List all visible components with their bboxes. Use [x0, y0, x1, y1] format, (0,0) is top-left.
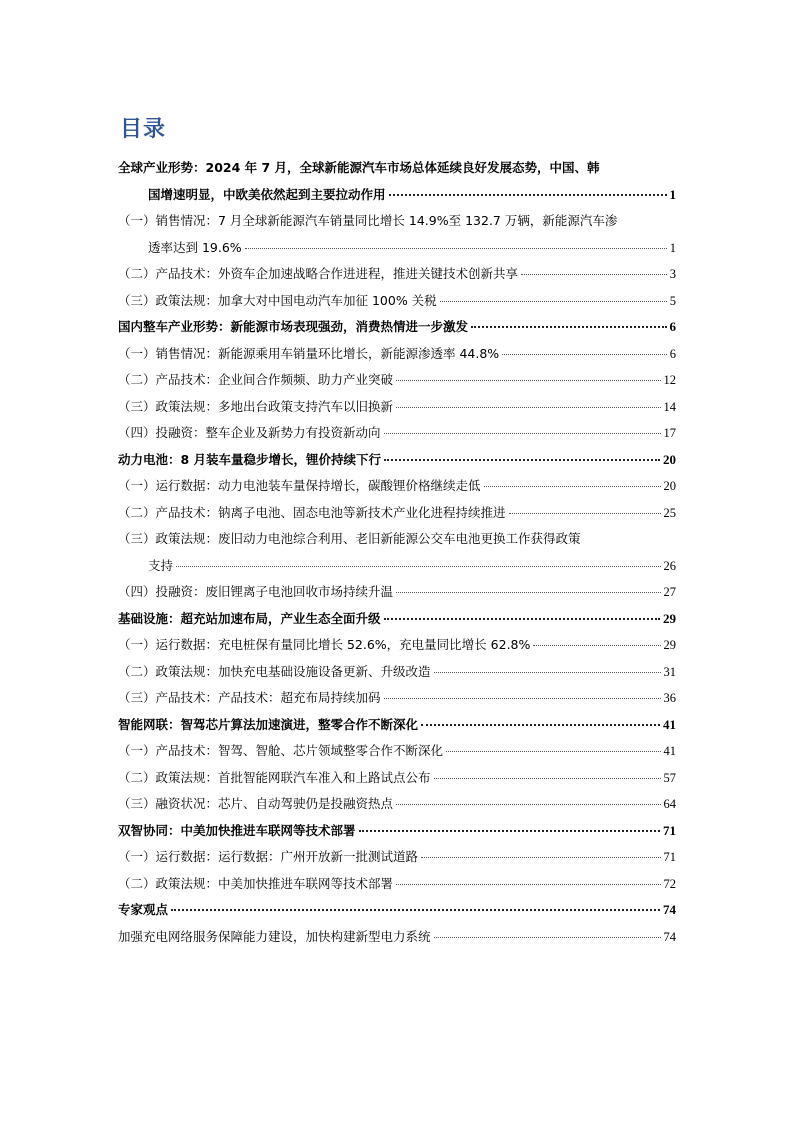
toc-entry-first-line: （三）政策法规：废旧动力电池综合利用、老旧新能源公交车电池更换工作获得政策: [118, 531, 581, 546]
toc-entry[interactable]: [118, 314, 676, 341]
toc-entry-label: （三）产品技术：产品技术：超充布局持续加码: [118, 690, 381, 705]
toc-page-number: 14: [663, 399, 676, 414]
dot-leader: [389, 193, 667, 196]
toc-entry-label: 智能网联：智驾芯片算法加速演进，整零合作不断深化: [118, 716, 419, 732]
dot-leader: [440, 300, 667, 302]
dot-leader: [484, 485, 661, 487]
toc-entry-label: 动力电池：8 月装车量稳步增长，锂价持续下行: [118, 451, 382, 467]
dot-leader: [434, 671, 661, 673]
toc-entry-label: （一）运行数据：运行数据：广州开放新一批测试道路: [118, 849, 419, 864]
toc-entry-label: （四）投融资：整车企业及新势力有投资新动向: [118, 425, 381, 440]
toc-page-number: 26: [663, 558, 676, 573]
dot-leader: [396, 591, 660, 593]
toc-page-number: 20: [663, 451, 676, 467]
dot-leader: [396, 883, 660, 885]
toc-entry[interactable]: [118, 473, 676, 500]
toc-page-number: 72: [663, 876, 676, 891]
toc-entry-label: 双智协同：中美加快推进车联网等技术部署: [118, 822, 356, 838]
dot-leader: [533, 644, 660, 646]
toc-page-number: 36: [663, 691, 676, 705]
toc-page-number: 6: [669, 346, 676, 361]
toc-entry-label: （二）政策法规：首批智能网联汽车准入和上路试点公布: [118, 769, 431, 785]
toc-page-number: 57: [663, 770, 676, 785]
toc-entry[interactable]: [118, 420, 676, 447]
dot-leader: [509, 512, 661, 514]
toc-page-number: 31: [663, 664, 676, 679]
dot-leader: [384, 617, 660, 620]
toc-entry[interactable]: [118, 632, 676, 659]
dot-leader: [359, 829, 660, 832]
toc-entry[interactable]: [118, 791, 676, 818]
toc-entry-label: （三）政策法规：多地出台政策支持汽车以旧换新: [118, 398, 394, 414]
toc-page-number: 74: [663, 929, 676, 944]
toc-entry[interactable]: [118, 261, 676, 288]
toc-entry[interactable]: [118, 844, 676, 871]
toc-entry-first-line: 全球产业形势：2024 年 7 月，全球新能源汽车市场总体延续良好发展态势，中国、韩: [118, 160, 600, 175]
toc-entry[interactable]: [118, 341, 676, 368]
dot-leader: [245, 247, 667, 249]
toc-entry[interactable]: [118, 685, 676, 712]
dot-leader: [421, 723, 660, 726]
toc-page-number: 3: [669, 267, 676, 281]
dot-leader: [384, 432, 661, 434]
toc-entry-label: 支持: [148, 557, 174, 573]
dot-leader: [384, 697, 661, 699]
toc-entry[interactable]: [118, 367, 676, 394]
toc-page-number: 71: [663, 822, 676, 838]
toc-page-number: 20: [663, 479, 676, 493]
toc-entry-label: （一）运行数据：动力电池装车量保持增长，碳酸锂价格继续走低: [118, 478, 481, 493]
toc-page-number: 29: [663, 638, 676, 652]
toc-entry[interactable]: [118, 659, 676, 686]
toc-entry-label: （二）政策法规：中美加快推进车联网等技术部署: [118, 875, 394, 891]
toc-entry[interactable]: [118, 394, 676, 421]
page-title: 目录: [120, 117, 167, 142]
toc-entry[interactable]: [118, 182, 676, 209]
toc-page-number: 64: [663, 797, 676, 811]
toc-entry-label: 基础设施：超充站加速布局，产业生态全面升级: [118, 610, 381, 626]
toc-entry-label: 专家观点: [118, 902, 169, 917]
toc-entry-label: （四）投融资：废旧锂离子电池回收市场持续升温: [118, 584, 394, 599]
toc-entry[interactable]: [118, 447, 676, 474]
toc-entry-label: 加强充电网络服务保障能力建设，加快构建新型电力系统: [118, 928, 431, 944]
toc-entry-label: （二）政策法规：加快充电基础设施设备更新、升级改造: [118, 663, 431, 679]
toc-entry-label: （二）产品技术：企业间合作频频、助力产业突破: [118, 372, 394, 387]
toc-entry[interactable]: [118, 235, 676, 262]
toc-entry-label: （三）融资状况：芯片、自动驾驶仍是投融资热点: [118, 796, 394, 811]
toc-entry[interactable]: [118, 897, 676, 924]
dot-leader: [176, 565, 660, 567]
toc-entry-label: 透率达到 19.6%: [148, 239, 242, 255]
dot-leader: [384, 458, 660, 461]
toc-entry[interactable]: [118, 871, 676, 898]
toc-entry-label: （二）产品技术：钠离子电池、固态电池等新技术产业化进程持续推进: [118, 504, 506, 520]
dot-leader: [396, 803, 660, 805]
toc-entry[interactable]: [118, 818, 676, 845]
dot-leader: [171, 908, 660, 911]
toc-entry-label: （三）政策法规：加拿大对中国电动汽车加征 100% 关税: [118, 292, 437, 308]
toc-entry-label: （一）产品技术：智驾、智舱、芯片领域整零合作不断深化: [118, 743, 444, 758]
toc-entry[interactable]: [118, 738, 676, 765]
toc-entry[interactable]: [118, 500, 676, 527]
toc-entry-label: （二）产品技术：外资车企加速战略合作进进程，推进关键技术创新共享: [118, 266, 519, 281]
toc-page-number: 27: [663, 585, 676, 599]
toc-entry-label: （一）运行数据：充电桩保有量同比增长 52.6%，充电量同比增长 62.8%: [118, 637, 531, 652]
table-of-contents: [118, 155, 676, 950]
toc-page-number: 41: [663, 744, 676, 758]
toc-entry[interactable]: [118, 606, 676, 633]
toc-entry[interactable]: [118, 712, 676, 739]
dot-leader: [434, 777, 661, 779]
toc-entry-label: 国增速明显，中欧美依然起到主要拉动作用: [148, 186, 386, 202]
toc-page-number: 6: [669, 319, 676, 334]
toc-page-number: 71: [663, 850, 676, 864]
toc-entry-first-line: （一）销售情况：7 月全球新能源汽车销量同比增长 14.9%至 132.7 万辆，新能源汽车渗: [118, 213, 618, 228]
toc-entry[interactable]: [118, 765, 676, 792]
toc-entry[interactable]: [118, 579, 676, 606]
toc-entry[interactable]: [118, 924, 676, 951]
dot-leader: [521, 273, 667, 275]
toc-page-number: 25: [663, 505, 676, 520]
toc-entry[interactable]: [118, 553, 676, 580]
dot-leader: [502, 353, 667, 355]
dot-leader: [434, 936, 661, 938]
dot-leader: [396, 406, 660, 408]
toc-page-number: 1: [669, 186, 676, 202]
dot-leader: [396, 379, 660, 381]
toc-page-number: 17: [663, 426, 676, 440]
toc-page-number: 12: [663, 373, 676, 387]
toc-entry-label: （一）销售情况：新能源乘用车销量环比增长，新能源渗透率 44.8%: [118, 345, 500, 361]
dot-leader: [421, 856, 660, 858]
toc-page-number: 41: [663, 716, 676, 732]
toc-entry[interactable]: [118, 288, 676, 315]
toc-page-number: 1: [669, 240, 676, 255]
toc-page-number: 5: [669, 293, 676, 308]
toc-page-number: 74: [663, 902, 676, 917]
toc-page-number: 29: [663, 610, 676, 626]
dot-leader: [446, 750, 660, 752]
dot-leader: [471, 325, 666, 328]
toc-entry-label: 国内整车产业形势：新能源市场表现强劲，消费热情进一步激发: [118, 319, 469, 334]
